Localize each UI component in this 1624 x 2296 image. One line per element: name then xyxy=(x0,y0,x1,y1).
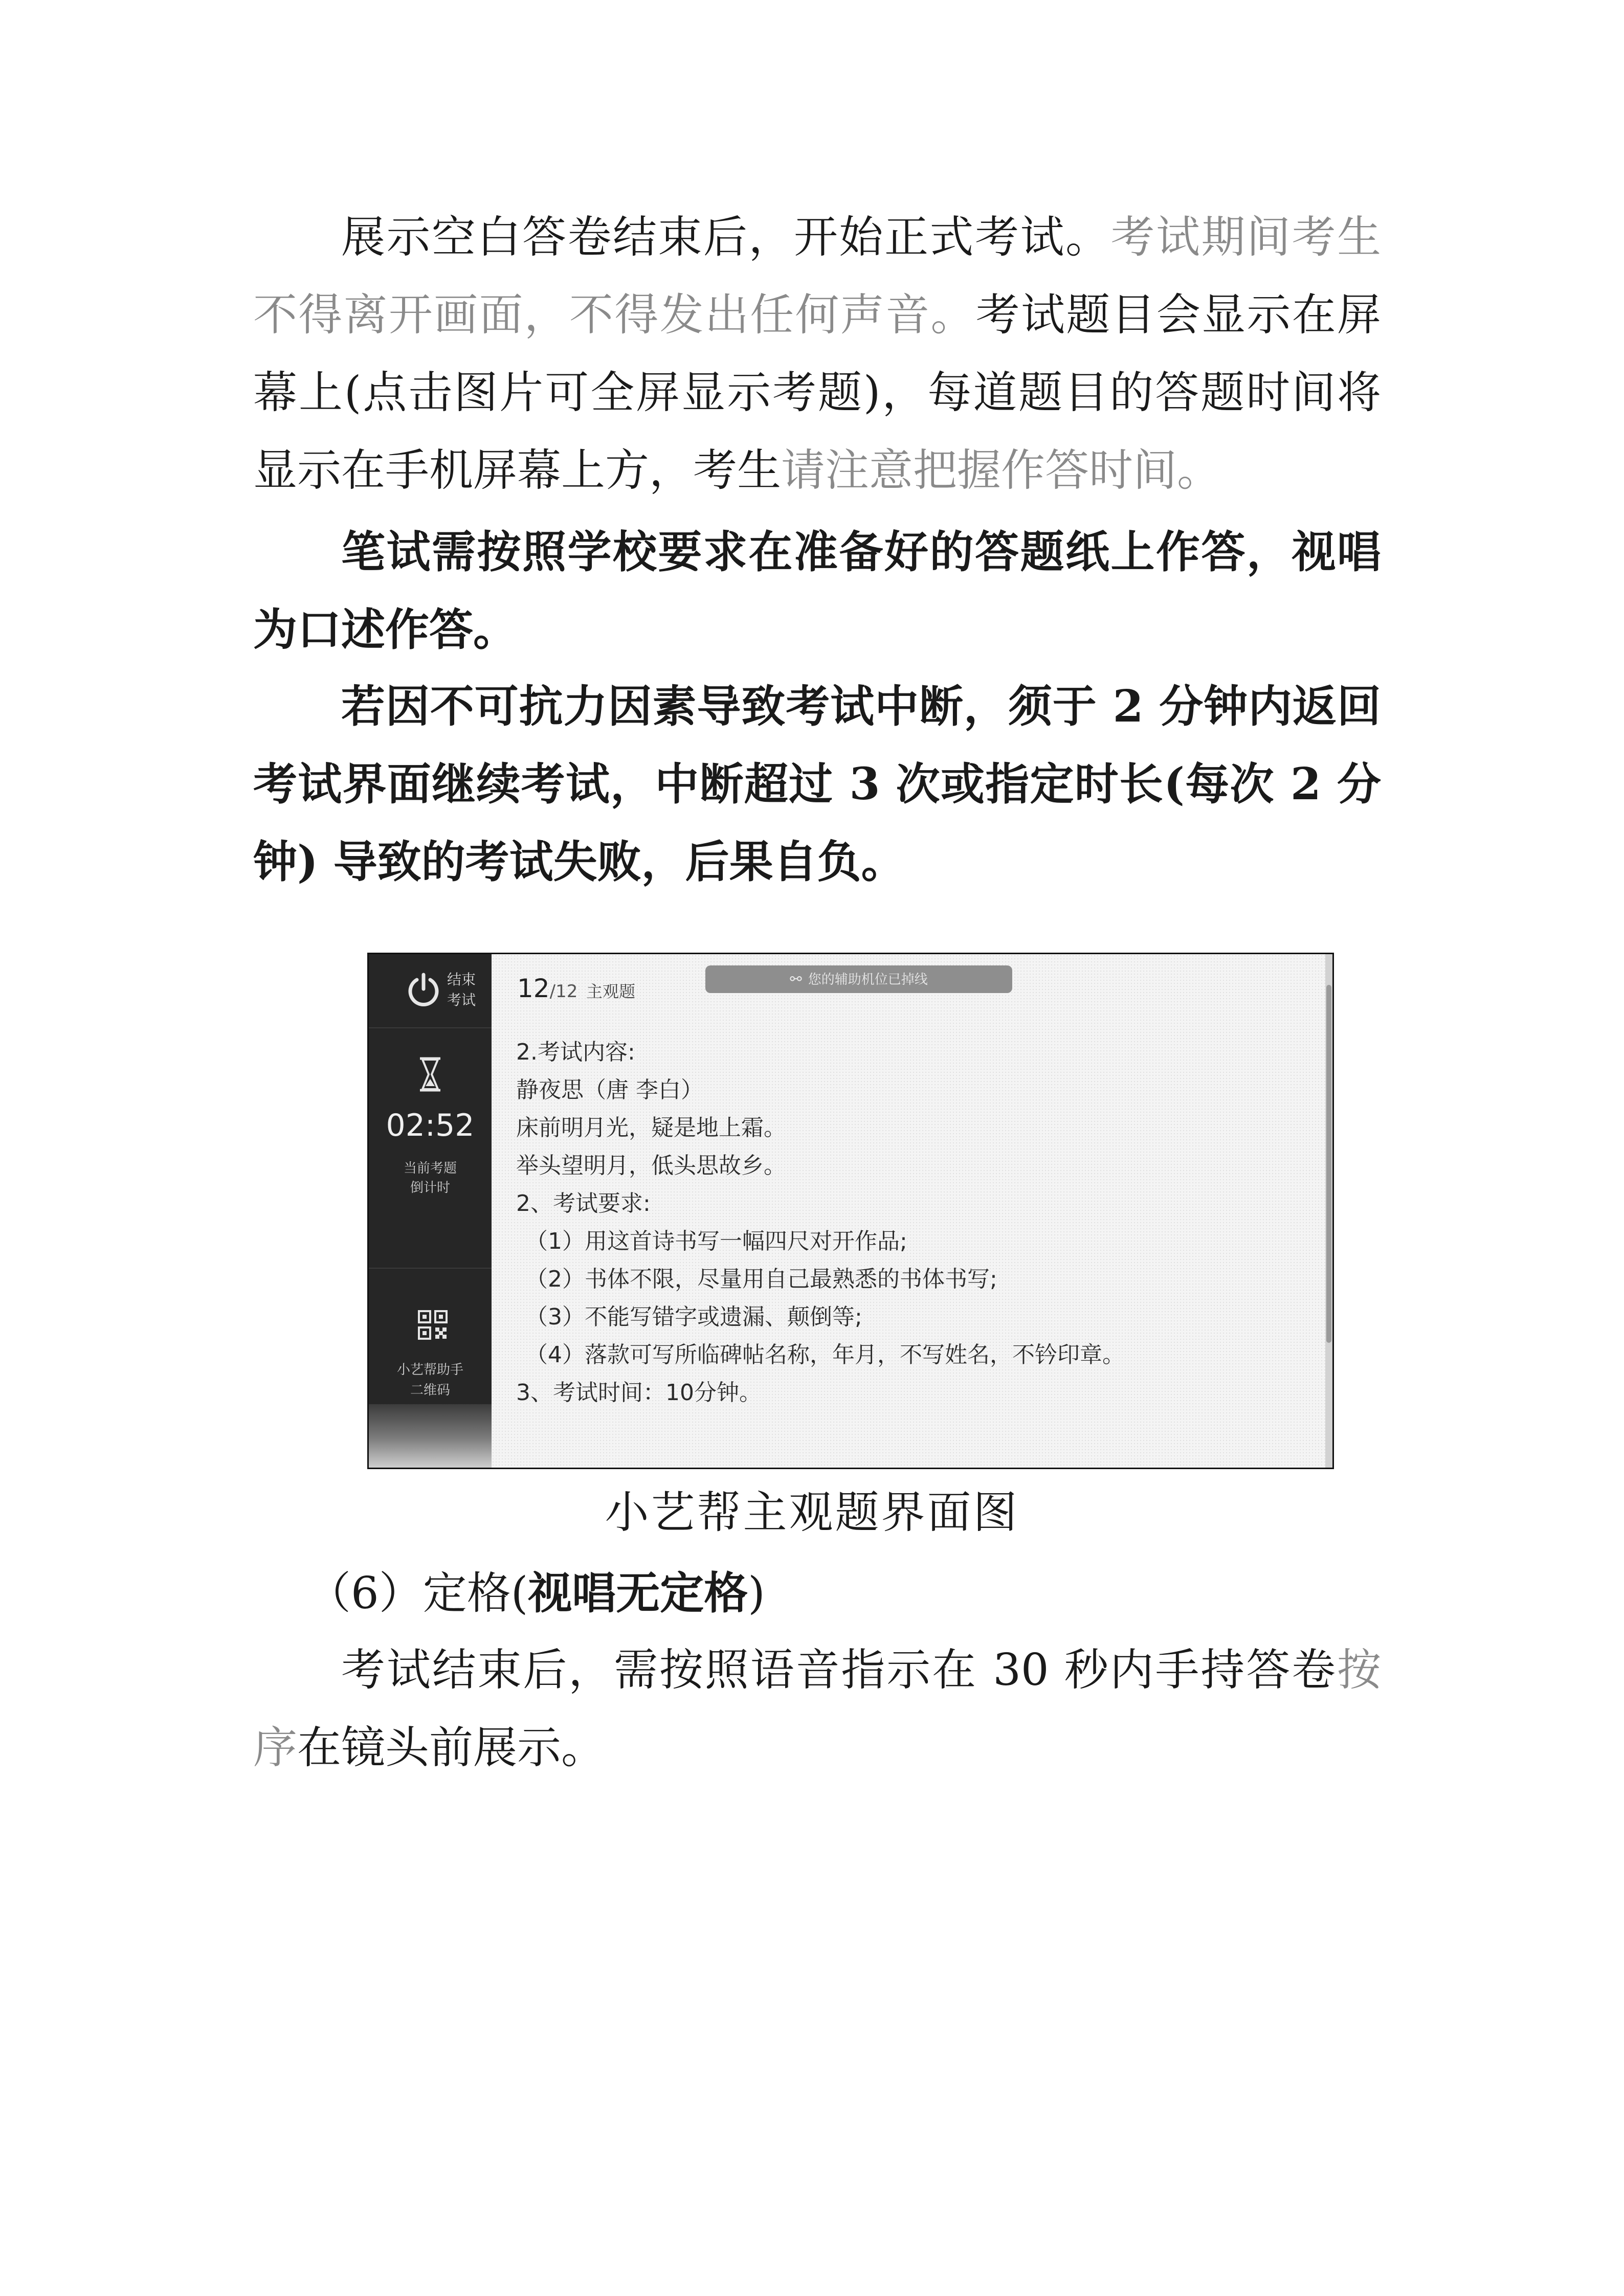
qr-code-icon xyxy=(417,1310,448,1340)
question-content xyxy=(516,1033,1334,1412)
countdown-panel xyxy=(369,1028,492,1269)
content-line: 举头望明月，低头思故乡。 xyxy=(516,1153,786,1179)
paragraph-text-gray: 按序 xyxy=(253,1645,1381,1773)
question-panel xyxy=(492,954,1325,1468)
paragraph-text: 展示空白答卷结束后，开始正式考试。 xyxy=(341,212,1111,263)
exam-sidebar xyxy=(369,954,492,1468)
qr-code-label xyxy=(369,1360,492,1401)
end-exam-button[interactable] xyxy=(369,954,492,1028)
countdown-label xyxy=(369,1159,492,1198)
paragraph-freeze-frame xyxy=(253,1631,1381,1787)
paragraph-text: 考试结束后，需按照语音指示在 30 秒内手持答卷 xyxy=(341,1645,1337,1696)
qr-label-line: 二维码 xyxy=(410,1383,450,1398)
content-line: （3）不能写错字或遗漏、颠倒等; xyxy=(525,1304,862,1330)
question-progress xyxy=(517,974,577,1003)
countdown-label-line: 倒计时 xyxy=(410,1180,450,1196)
paragraph-written-exam: 笔试需按照学校要求在准备好的答题纸上作答，视唱为口述作答。 xyxy=(253,526,1381,656)
banner-text: 您的辅助机位已掉线 xyxy=(808,972,928,987)
end-label-line: 结束 xyxy=(447,971,476,988)
scrollbar[interactable] xyxy=(1325,954,1332,1468)
content-line: （2）书体不限，尽量用自己最熟悉的书体书写; xyxy=(525,1266,997,1292)
question-total: /12 xyxy=(549,981,578,1002)
content-line: （1）用这首诗书写一幅四尺对开作品; xyxy=(525,1228,907,1254)
camera-status-banner xyxy=(705,965,1012,993)
content-line: 床前明月光，疑是地上霜。 xyxy=(516,1115,786,1141)
paragraph-text-gray: 考试期间考生不得离开画面，不得发出任何声音。 xyxy=(253,212,1381,341)
section-label-close: ) xyxy=(748,1568,765,1619)
question-current: 12 xyxy=(517,974,550,1003)
countdown-label-line: 当前考题 xyxy=(403,1161,457,1176)
content-line: 2、考试要求: xyxy=(516,1190,651,1217)
end-label-line: 考试 xyxy=(447,992,476,1008)
countdown-value: 02:52 xyxy=(386,1108,475,1143)
paragraph-text-gray: 请注意把握作答时间。 xyxy=(781,445,1221,496)
scrollbar-thumb[interactable] xyxy=(1326,985,1331,1343)
end-exam-label xyxy=(443,970,479,1010)
paragraph-text: 在镜头前展示。 xyxy=(297,1722,605,1773)
power-icon xyxy=(406,972,441,1007)
question-type: 主观题 xyxy=(586,982,636,1001)
section-heading xyxy=(307,1555,1381,1632)
link-broken-icon: ⚯ xyxy=(790,971,802,987)
content-line: 静夜思（唐 李白） xyxy=(516,1077,703,1103)
content-line: 2.考试内容: xyxy=(516,1039,635,1065)
section-label: （6）定格( xyxy=(307,1568,528,1619)
sidebar-scroll-area xyxy=(369,1404,492,1469)
paragraph-text: 考试题目会显示在屏幕上(点击图片可全屏显示考题)，每道题目的答题时间将显示在手机屏幕上方，考生 xyxy=(253,289,1382,496)
paragraph-exam-start xyxy=(253,198,1381,509)
paragraph-interruption: 若因不可抗力因素导致考试中断，须于 2 分钟内返回考试界面继续考试，中断超过 3 次或指定时长(每次 2 分钟) 导致的考试失败，后果自负。 xyxy=(253,681,1381,888)
hourglass-icon xyxy=(417,1056,443,1092)
content-line: （4）落款可写所临碑帖名称，年月，不写姓名，不钤印章。 xyxy=(525,1342,1125,1368)
content-line: 3、考试时间：10分钟。 xyxy=(516,1380,762,1406)
exam-screenshot xyxy=(367,953,1334,1469)
section-label-bold: 视唱无定格 xyxy=(528,1567,748,1619)
qr-label-line: 小艺帮助手 xyxy=(396,1362,463,1378)
figure-caption: 小艺帮主观题界面图 xyxy=(605,1487,1019,1538)
